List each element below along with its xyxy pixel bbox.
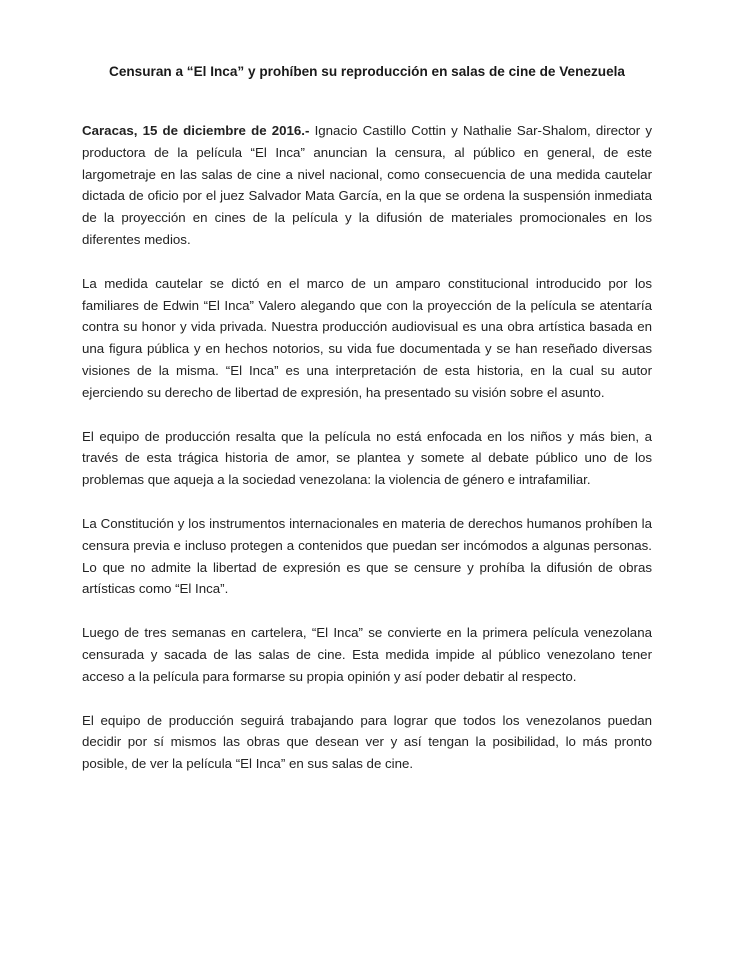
document-page	[82, 62, 652, 775]
paragraph-2: La medida cautelar se dictó en el marco de un amparo constitucional introducido por los familiares de Edwin “El Inca” Valero alegando que con la proyección de la película se atentaría contra su honor y vida privada. Nuestra producción audiovisual es una obra artística basada en una figura pública y en hechos notorios, su vida fue documentada y se han reseñado diversas visiones de la misma. “El Inca” es una interpretación de esta historia, en la cual su autor ejerciendo su derecho de libertad de expresión, ha presentado su visión sobre el asunto.	[82, 275, 652, 400]
paragraph-1-text: Ignacio Castillo Cottin y Nathalie Sar-Shalom, director y productora de la película “El Inca” anuncian la censura, al público en general, de este largometraje en las salas de cine a nivel nacional, como consecuencia de una medida cautelar dictada de oficio por el juez Salvador Mata García, en la que se ordena la suspensión inmediata de la proyección en cines de la película y la difusión de materiales promocionales en los diferentes medios.	[82, 123, 652, 247]
paragraph-6: El equipo de producción seguirá trabajando para lograr que todos los venezolanos puedan decidir por sí mismos las obras que desean ver y así tengan la posibilidad, lo más pronto posible, de ver la película “El Inca” en sus salas de cine.	[82, 712, 652, 772]
dateline: Caracas, 15 de diciembre de 2016.-	[82, 123, 310, 138]
paragraph-4: La Constitución y los instrumentos internacionales en materia de derechos humanos prohíben la censura previa e incluso protegen a contenidos que puedan ser incómodos a algunas personas. Lo que no admite la libertad de expresión es que se censure y prohíba la difusión de obras artísticas como “El Inca”.	[82, 515, 652, 597]
paragraph-5: Luego de tres semanas en cartelera, “El Inca” se convierte en la primera película venezolana censurada y sacada de las salas de cine. Esta medida impide al público venezolano tener acceso a la película para formarse su propia opinión y así poder debatir al respecto.	[82, 625, 652, 684]
document-title: Censuran a “El Inca” y prohíben su reproducción en salas de cine de Venezuela	[109, 64, 625, 79]
paragraph-3: El equipo de producción resalta que la película no está enfocada en los niños y más bien, a través de esta trágica historia de amor, se plantea y somete al debate público uno de los problemas que aqueja a la sociedad venezolana: la violencia de género e intrafamiliar.	[82, 428, 652, 488]
paragraph-1	[82, 120, 652, 251]
